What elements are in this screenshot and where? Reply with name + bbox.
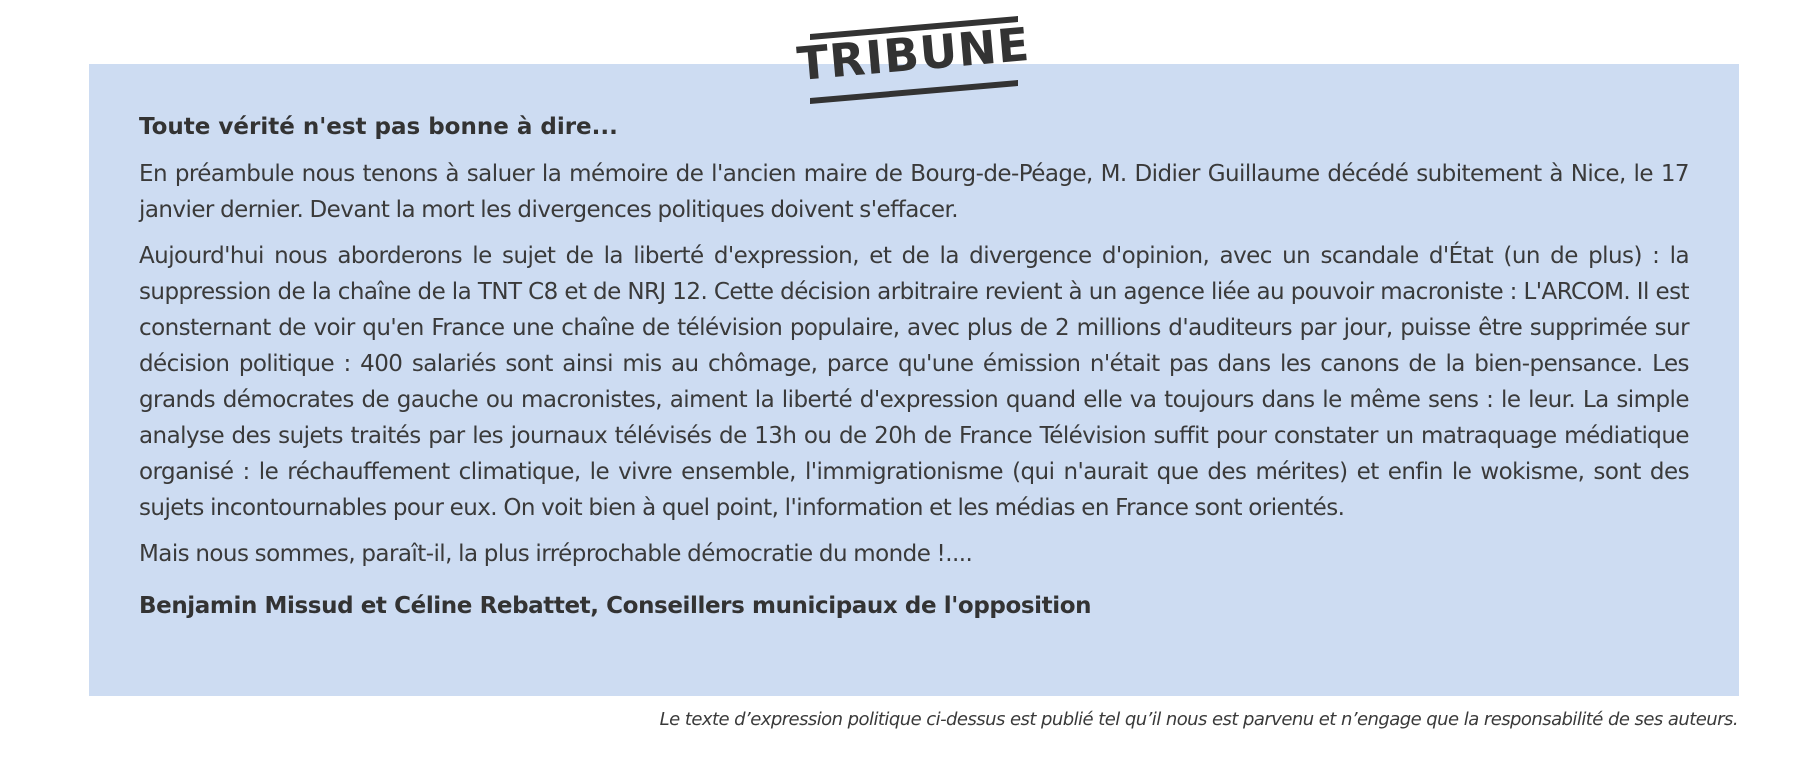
tribune-logo-text: TRIBUNE <box>794 16 1033 92</box>
article-title: Toute vérité n'est pas bonne à dire... <box>139 114 618 140</box>
paragraph-intro: En préambule nous tenons à saluer la mémoire de l'ancien maire de Bourg-de-Péage, M. Didier Guillaume décédé subitement à Nice, le 17 janvier dernier. Devant la mort les divergences politiques doivent s'effacer. <box>139 161 1689 223</box>
tribune-logo <box>794 14 1033 106</box>
tribune-panel <box>89 64 1739 696</box>
disclaimer-note: Le texte d’expression politique ci-dessus est publié tel qu’il nous est parvenu et n’engage que la responsabilité de ses auteurs. <box>659 709 1738 730</box>
paragraph-main: Aujourd'hui nous aborderons le sujet de la liberté d'expression, et de la divergence d'opinion, avec un scandale d'État (un de plus) : la suppression de la chaîne de la TNT C8 et de NRJ 12. Cette décision arbitraire revient à un agence liée au pouvoir macroniste : L'ARCOM. Il est consternant de voir qu'en France une chaîne de télévision populaire, avec plus de 2 millions d'auditeurs par jour, puisse être supprimée sur décision politique : 400 salariés sont ainsi mis au chômage, parce qu'une émission n'était pas dans les canons de la bien-pensance. Les grands démocrates de gauche ou macronistes, aiment la liberté d'expression quand elle va toujours dans le même sens : le leur. La simple analyse des sujets traités par les journaux télévisés de 13h ou de 20h de France Télévision suffit pour constater un matraquage médiatique organisé : le réchauffement climatique, le vivre ensemble, l'immigrationisme (qui n'aurait que des mérites) et enfin le wokisme, sont des sujets incontournables pour eux. On voit bien à quel point, l'information et les médias en France sont orientés. <box>139 243 1689 521</box>
paragraph-conclusion: Mais nous sommes, paraît-il, la plus irréprochable démocratie du monde !.... <box>139 541 973 567</box>
article-signature: Benjamin Missud et Céline Rebattet, Conseillers municipaux de l'opposition <box>139 593 1092 619</box>
